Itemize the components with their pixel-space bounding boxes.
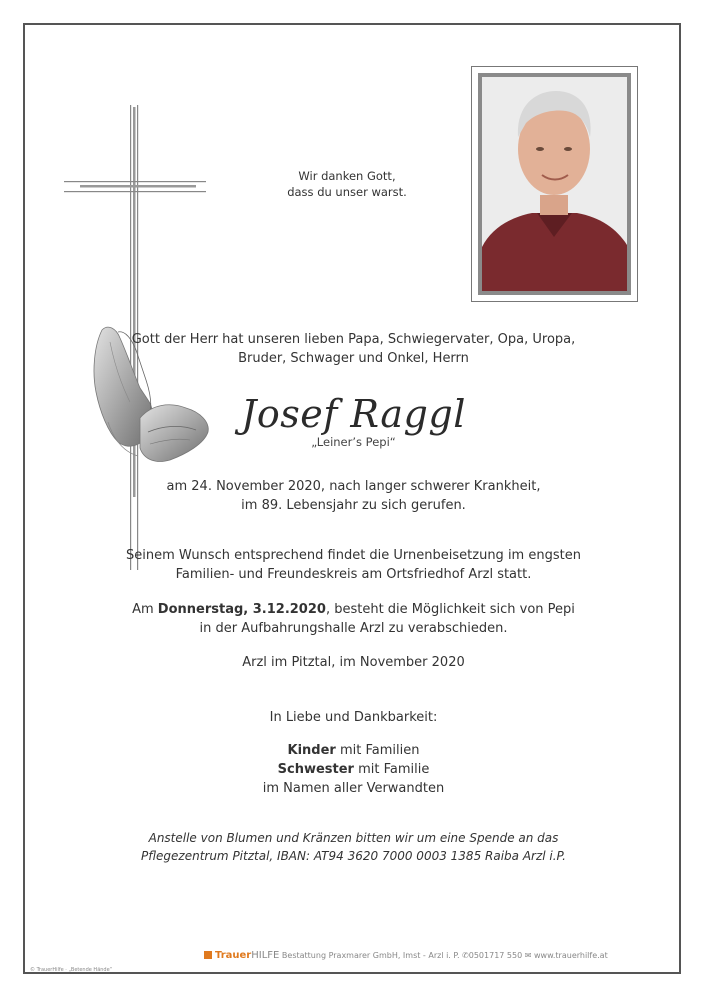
- intro-quote: [262, 168, 432, 200]
- place-date: [0, 653, 707, 672]
- mourner-rest: im Namen aller Verwandten: [262, 781, 445, 796]
- death-text-line: im 89. Lebensjahr zu sich gerufen.: [241, 498, 466, 513]
- place-date-text: Arzl im Pitztal, im November 2020: [242, 655, 465, 670]
- burial-text-line: Familien- und Freundeskreis am Ortsfriedhof Arzl statt.: [175, 567, 532, 582]
- copyright: © TrauerHilfe · „Betende Hände“: [30, 967, 113, 973]
- announcement-line: Gott der Herr hat unseren lieben Papa, Schwiegervater, Opa, Uropa,: [131, 332, 576, 347]
- donation-note: [0, 829, 707, 865]
- closing: [0, 708, 707, 727]
- footer-info: Bestattung Praxmarer GmbH, Imst - Arzl i. P. ✆0501717 550 ✉ www.trauerhilfe.at: [279, 951, 608, 960]
- mourner-line: [0, 779, 707, 798]
- mourner-rest: mit Familie: [353, 762, 430, 777]
- farewell-text: [0, 600, 707, 638]
- logo-text-a: Trauer: [215, 950, 252, 961]
- mourner-rest: mit Familien: [335, 743, 420, 758]
- farewell-line: in der Aufbahrungshalle Arzl zu verabschieden.: [199, 621, 508, 636]
- logo-text-b: HILFE: [251, 950, 280, 961]
- deceased-nickname: „Leiner’s Pepi“: [311, 435, 396, 449]
- portrait-photo: [478, 73, 631, 295]
- mourner-bold: Schwester: [277, 762, 354, 777]
- farewell-prefix: Am: [132, 602, 158, 617]
- burial-text: [0, 546, 707, 584]
- mourner-line: [0, 760, 707, 779]
- farewell-suffix: , besteht die Möglichkeit sich von Pepi: [325, 602, 575, 617]
- mourner-line: [0, 741, 707, 760]
- donation-note-line: Anstelle von Blumen und Kränzen bitten wir um eine Spende an das: [148, 831, 559, 845]
- death-text: [0, 477, 707, 515]
- death-text-line: am 24. November 2020, nach langer schwerer Krankheit,: [166, 479, 541, 494]
- deceased-name: Josef Raggl: [241, 392, 466, 436]
- burial-text-line: Seinem Wunsch entsprechend findet die Urnenbeisetzung im engsten: [126, 548, 581, 563]
- intro-quote-line: dass du unser warst.: [287, 185, 407, 199]
- farewell-date: Donnerstag, 3.12.2020: [157, 602, 326, 617]
- announcement-line: Bruder, Schwager und Onkel, Herrn: [238, 351, 469, 366]
- footer-logo[interactable]: [204, 949, 608, 963]
- donation-note-line: Pflegezentrum Pitztal, IBAN: AT94 3620 7000 0003 1385 Raiba Arzl i.P.: [141, 849, 566, 863]
- announcement: [0, 330, 707, 368]
- mourner-bold: Kinder: [287, 743, 336, 758]
- deceased-block: [0, 393, 707, 449]
- farewell-line: [0, 600, 707, 619]
- mourners-list: [0, 741, 707, 798]
- trauerhilfe-logo-icon: [204, 951, 212, 959]
- intro-quote-line: Wir danken Gott,: [298, 169, 396, 183]
- portrait-frame: [471, 66, 638, 302]
- closing-text: In Liebe und Dankbarkeit:: [269, 710, 438, 725]
